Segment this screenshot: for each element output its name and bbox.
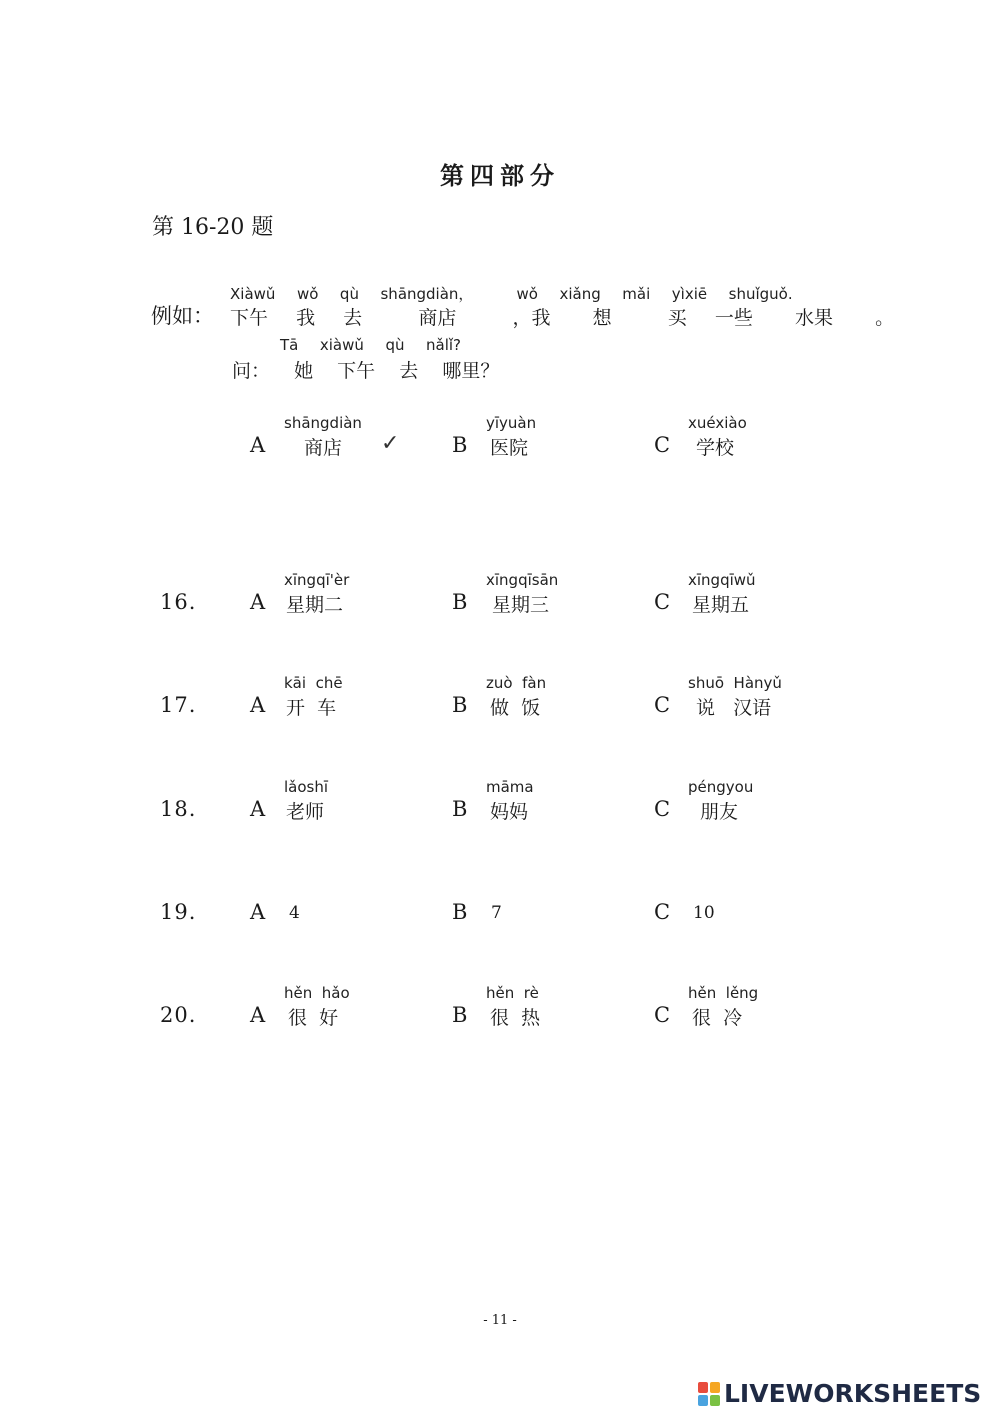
option-pinyin: shāngdiàn: [284, 414, 362, 432]
option-hanzi: 说 汉语: [696, 697, 772, 719]
option-hanzi: 很 冷: [692, 1007, 743, 1029]
option-hanzi: 很 热: [490, 1007, 541, 1029]
option-hanzi: 星期二: [286, 594, 344, 616]
option-hanzi: 商店: [304, 437, 343, 459]
option-hanzi: 星期三: [492, 594, 550, 616]
example-label: 例如：: [151, 304, 214, 328]
option-value: 4: [289, 903, 300, 923]
option-letter: A: [250, 693, 266, 717]
option-letter: A: [250, 590, 266, 614]
option-hanzi: 朋友: [700, 801, 739, 823]
option-hanzi: 星期五: [692, 594, 750, 616]
brand-logo[interactable]: [698, 1379, 981, 1408]
option-pinyin: xuéxiào: [688, 414, 747, 432]
option-pinyin: zuò fàn: [486, 674, 547, 692]
option-letter: C: [654, 1003, 671, 1027]
option-hanzi: 很 好: [288, 1007, 339, 1029]
option-value: 7: [491, 903, 502, 923]
section-title: 第四部分: [440, 161, 560, 190]
option-pinyin: hěn lěng: [688, 984, 759, 1002]
option-pinyin: hěn rè: [486, 984, 539, 1002]
option-pinyin: xīngqīwǔ: [688, 571, 756, 589]
question-number: 19.: [160, 900, 197, 924]
option-pinyin: péngyou: [688, 778, 754, 796]
option-letter: A: [250, 900, 266, 924]
option-hanzi: 医院: [490, 437, 529, 459]
option-pinyin: lǎoshī: [284, 778, 329, 796]
page-number: - 11 -: [483, 1313, 517, 1328]
option-pinyin: shuō Hànyǔ: [688, 674, 782, 692]
option-hanzi: 妈妈: [490, 801, 529, 823]
question-number: 16.: [160, 590, 197, 614]
example-pinyin-line-2: Tā xiàwǔ qù nǎlǐ?: [280, 336, 461, 354]
option-letter: B: [452, 433, 468, 457]
option-letter: C: [654, 433, 671, 457]
option-hanzi: 做 饭: [490, 697, 541, 719]
option-letter: B: [452, 1003, 468, 1027]
option-pinyin: yīyuàn: [486, 414, 537, 432]
option-letter: C: [654, 693, 671, 717]
option-letter: C: [654, 900, 671, 924]
option-letter: C: [654, 797, 671, 821]
option-letter: A: [250, 797, 266, 821]
option-pinyin: xīngqī'èr: [284, 571, 350, 589]
option-hanzi: 开 车: [286, 697, 337, 719]
option-letter: B: [452, 590, 468, 614]
brand-text: LIVEWORKSHEETS: [724, 1379, 982, 1408]
option-hanzi: 学校: [696, 437, 735, 459]
option-letter: A: [250, 1003, 266, 1027]
option-letter: B: [452, 797, 468, 821]
option-pinyin: hěn hǎo: [284, 984, 350, 1002]
example-hanzi-line-2: 问： 她 下午 去 哪里？: [232, 360, 500, 382]
example-pinyin-line-1: Xiàwǔ wǒ qù shāngdiàn， wǒ xiǎng mǎi yìxiē shuǐguǒ.: [230, 285, 793, 303]
option-pinyin: kāi chē: [284, 674, 343, 692]
option-letter: B: [452, 900, 468, 924]
option-letter: B: [452, 693, 468, 717]
check-mark-icon: ✓: [381, 431, 400, 456]
liveworksheets-logo-icon: [698, 1382, 720, 1406]
option-pinyin: xīngqīsān: [486, 571, 559, 589]
option-value: 10: [693, 903, 715, 923]
question-number: 17.: [160, 693, 197, 717]
option-letter: C: [654, 590, 671, 614]
question-number: 18.: [160, 797, 197, 821]
option-letter: A: [250, 433, 266, 457]
option-pinyin: māma: [486, 778, 534, 796]
question-range: 第 16-20 题: [152, 215, 274, 240]
question-number: 20.: [160, 1003, 197, 1027]
example-hanzi-line-1: 下午 我 去 商店 ，我 想 买 一些 水果 。: [230, 307, 895, 329]
option-hanzi: 老师: [286, 801, 325, 823]
